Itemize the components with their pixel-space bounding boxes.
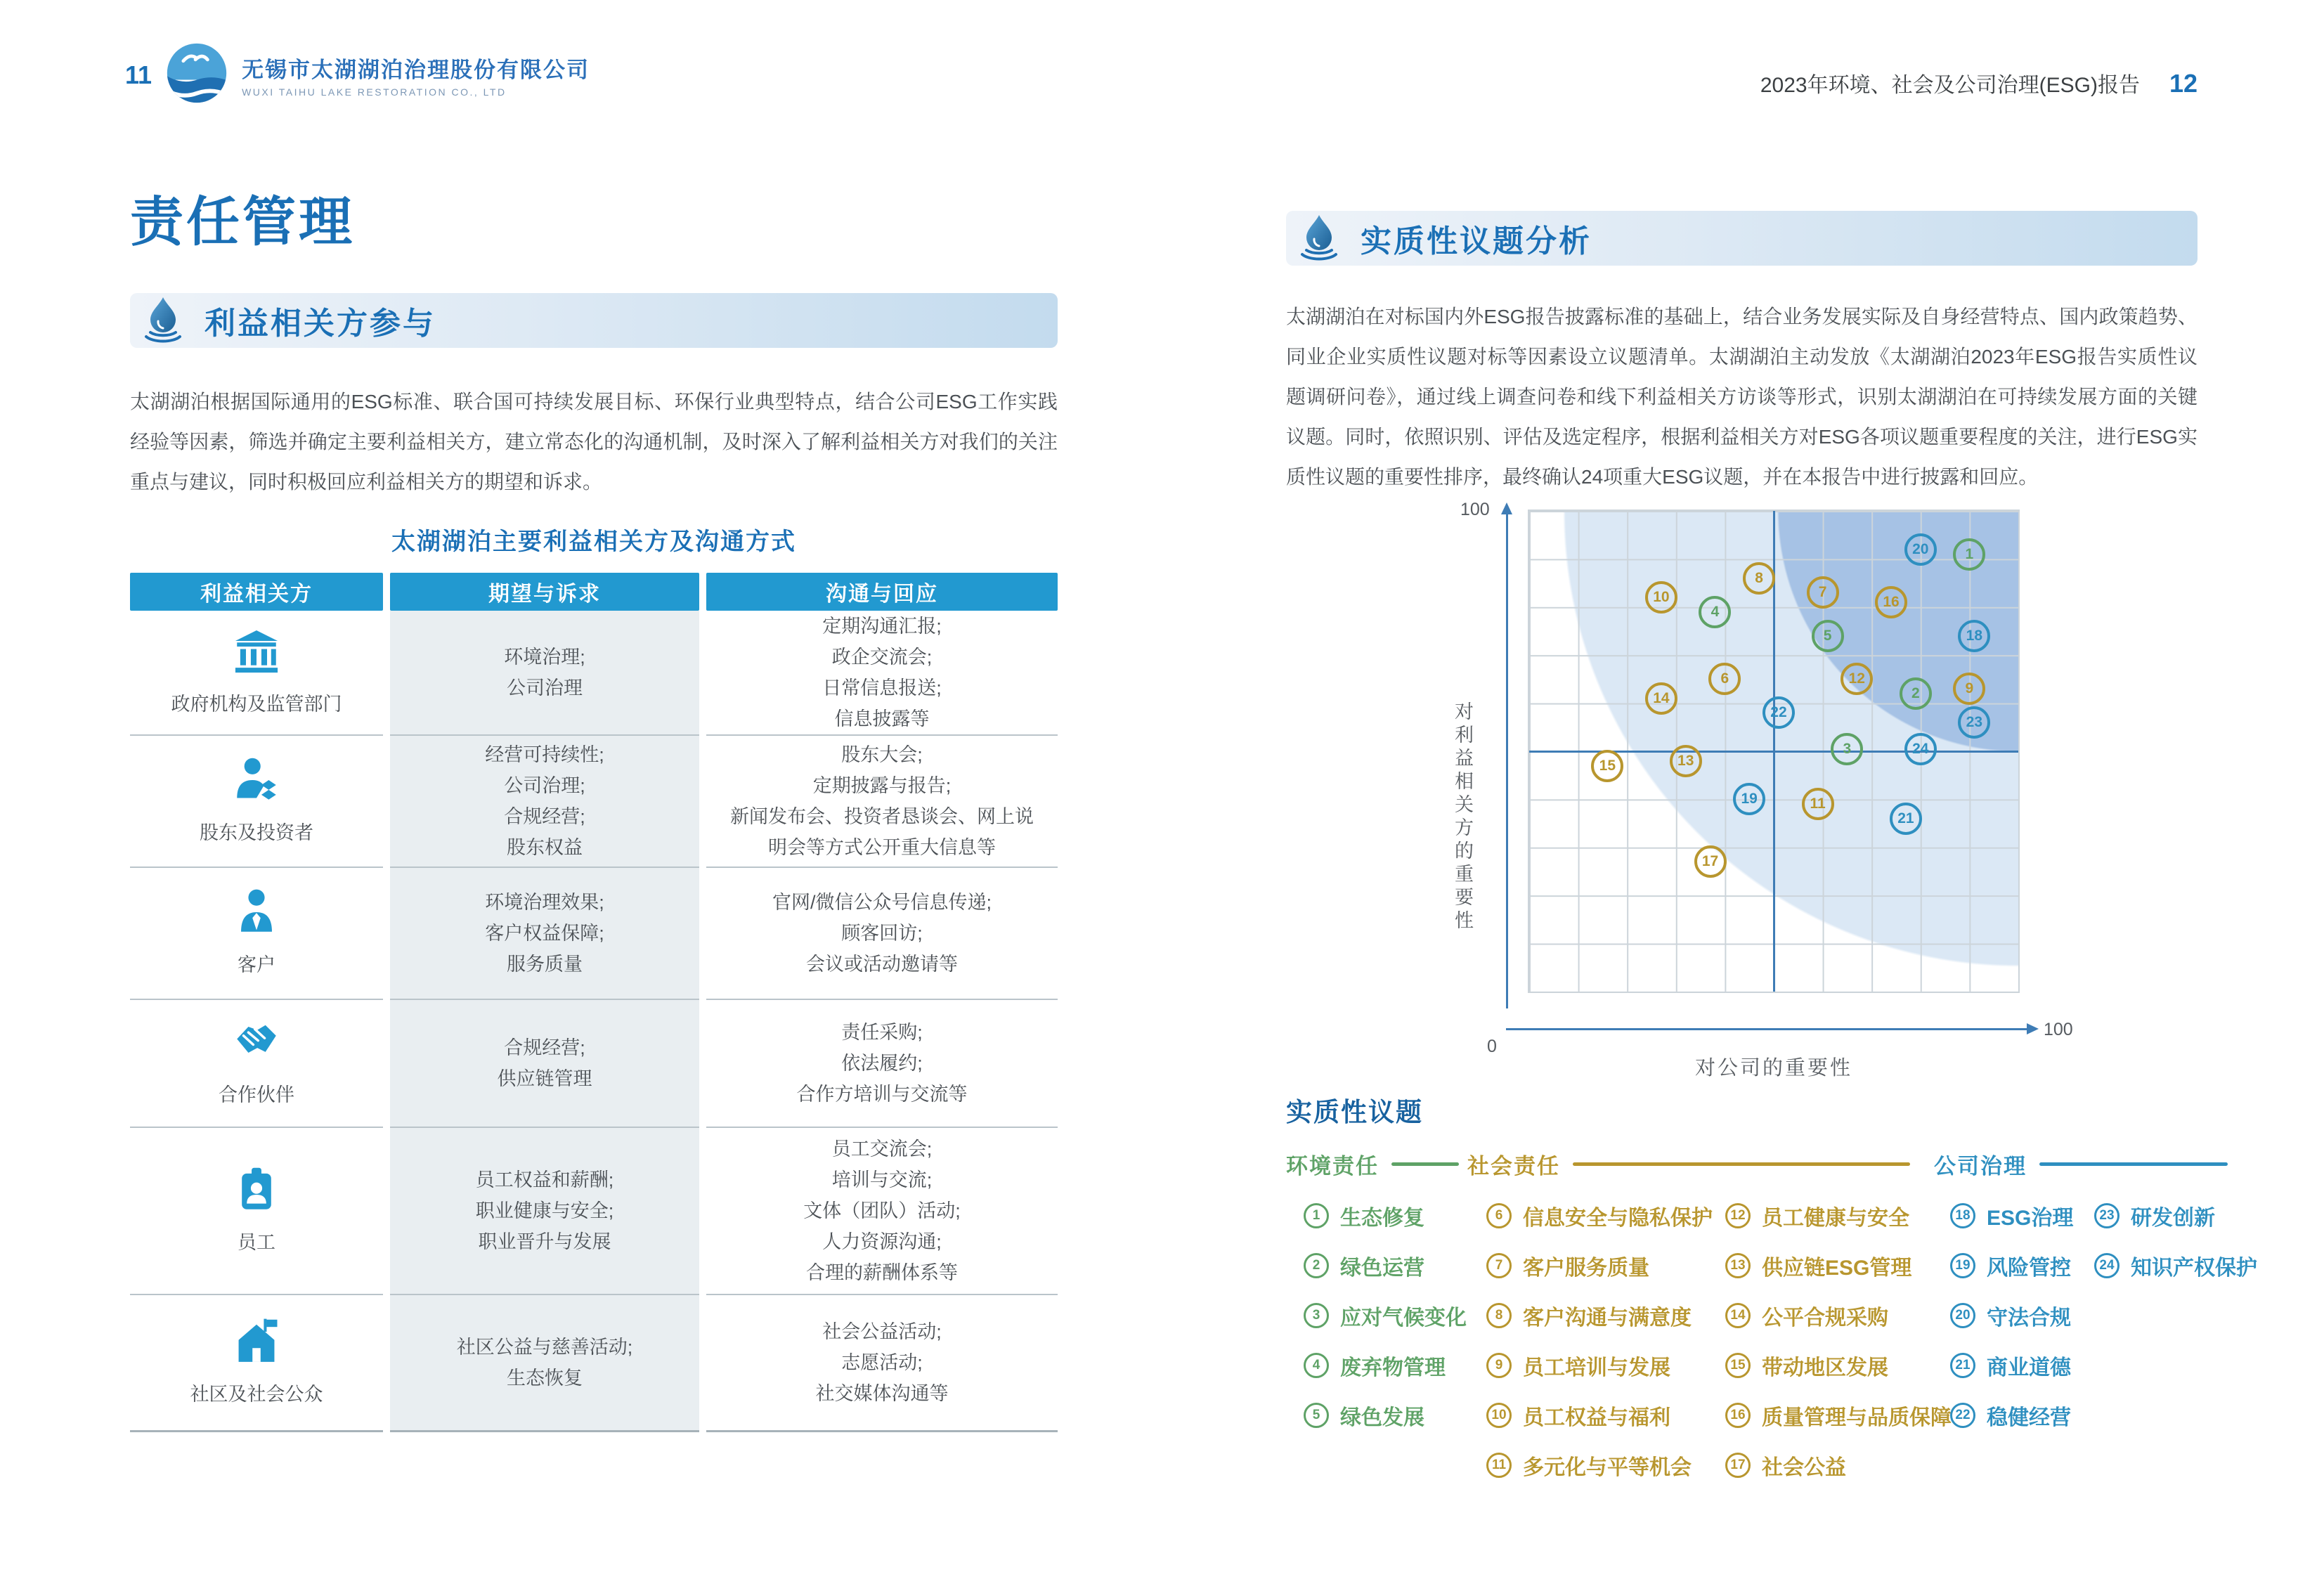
topic-item-10: [1486, 1403, 1713, 1428]
left-page: [130, 179, 1058, 1458]
header-left: [125, 41, 590, 109]
topic-item-19: [1950, 1253, 2073, 1278]
section-title-materiality: 实质性议题分析: [1361, 224, 1592, 259]
chart-point-9: 9: [1953, 673, 1985, 705]
topic-number: 4: [1304, 1353, 1329, 1378]
chart-point-3: 3: [1831, 733, 1863, 765]
topic-label: 多元化与平等机会: [1523, 1456, 1692, 1479]
chart-point-20: 20: [1904, 533, 1937, 566]
text-line: 环境治理效果;: [485, 892, 604, 913]
investor-icon: [231, 754, 283, 806]
stakeholder-table-body: [130, 611, 1058, 1432]
text-line: 公司治理: [507, 677, 583, 699]
category-governance: 公司治理: [1934, 1148, 2228, 1180]
text-line: 生态恢复: [507, 1368, 583, 1389]
text-line: 合规经营;: [504, 1037, 585, 1058]
material-topics-legend: [1286, 1091, 2257, 1540]
topic-label: 信息安全与隐私保护: [1523, 1207, 1713, 1230]
y-axis-max-label: 100: [1460, 500, 1490, 519]
topic-number: 19: [1950, 1253, 1975, 1278]
communication-cell: [706, 736, 1058, 868]
x-axis-title: 对公司的重要性: [1694, 1057, 1852, 1079]
topic-label: 商业道德: [1987, 1356, 2071, 1380]
text-line: 新闻发布会、投资者恳谈会、网上说: [730, 806, 1034, 827]
topic-label: 废弃物管理: [1340, 1356, 1446, 1380]
category-line-environment: [1391, 1162, 1459, 1166]
topic-number: 24: [2094, 1253, 2119, 1278]
stakeholder-name: 合作伙伴: [219, 1084, 294, 1105]
chart-point-24: 24: [1904, 733, 1937, 765]
topic-label: 供应链ESG管理: [1762, 1257, 1912, 1280]
stakeholder-name: 股东及投资者: [200, 822, 313, 843]
section-title-stakeholder: 利益相关方参与: [205, 306, 436, 341]
x-axis-min-label: 0: [1487, 1037, 1497, 1056]
topic-label: 应对气候变化: [1340, 1306, 1467, 1330]
topic-item-12: [1725, 1203, 1952, 1228]
page-number-left: 11: [125, 60, 152, 89]
topic-column: [1950, 1203, 2073, 1428]
stakeholder-cell: [130, 1000, 383, 1128]
chart-point-12: 12: [1841, 663, 1873, 695]
table-row: [130, 1295, 1058, 1432]
topic-label: 客户服务质量: [1523, 1257, 1649, 1280]
company-logo-icon: [164, 41, 229, 109]
communication-cell: [706, 1000, 1058, 1128]
topic-column: [1725, 1203, 1952, 1478]
chart-point-14: 14: [1645, 682, 1677, 715]
communication-cell: [706, 868, 1058, 1000]
chart-point-16: 16: [1875, 586, 1907, 618]
topic-item-3: [1304, 1303, 1467, 1328]
stakeholder-name: 政府机构及监管部门: [171, 694, 342, 715]
stakeholder-cell: [130, 1128, 383, 1295]
communication-cell: [706, 1295, 1058, 1432]
text-line: 合作方培训与交流等: [796, 1084, 968, 1105]
plot-area: [1528, 510, 2020, 993]
topic-label: 绿色运营: [1340, 1257, 1424, 1280]
topic-item-20: [1950, 1303, 2073, 1328]
topic-item-5: [1304, 1403, 1467, 1428]
chart-point-8: 8: [1743, 562, 1775, 595]
text-line: 会议或活动邀请等: [806, 954, 958, 975]
topic-label: 研发创新: [2131, 1207, 2215, 1230]
topic-number: 3: [1304, 1303, 1329, 1328]
topic-item-18: [1950, 1203, 2073, 1228]
x-axis-max-label: 100: [2044, 1020, 2073, 1039]
text-line: 环境治理;: [504, 647, 585, 668]
stakeholder-cell: [130, 868, 383, 1000]
topic-number: 11: [1486, 1453, 1512, 1478]
text-line: 定期沟通汇报;: [822, 616, 942, 637]
topic-label: 带动地区发展: [1762, 1356, 1888, 1380]
expectations-cell: [390, 736, 699, 868]
chart-point-22: 22: [1763, 696, 1795, 729]
topic-item-13: [1725, 1253, 1952, 1278]
col-header-expectations: 期望与诉求: [390, 573, 699, 611]
topic-label: ESG治理: [1987, 1207, 2074, 1230]
topic-number: 10: [1486, 1403, 1512, 1428]
section-header-materiality: [1286, 211, 2198, 266]
topic-number: 1: [1304, 1203, 1329, 1228]
expectations-cell: [390, 1000, 699, 1128]
stakeholder-table: [130, 573, 1058, 1432]
stakeholder-table-header: [130, 573, 1058, 611]
chart-point-17: 17: [1694, 845, 1727, 878]
y-axis-title: 对利益相关方的重要性: [1452, 701, 1473, 934]
text-line: 合理的薪酬体系等: [806, 1262, 958, 1283]
table-row: [130, 868, 1058, 1000]
text-line: 依法履约;: [841, 1053, 923, 1074]
text-line: 政企交流会;: [831, 647, 933, 668]
text-line: 服务质量: [507, 954, 583, 975]
text-line: 供应链管理: [497, 1068, 592, 1089]
chart-point-10: 10: [1645, 581, 1677, 614]
x-axis-line: [1506, 1028, 2033, 1030]
topic-number: 17: [1725, 1453, 1751, 1478]
topic-item-9: [1486, 1353, 1713, 1378]
topic-label: 员工培训与发展: [1523, 1356, 1670, 1380]
text-line: 公司治理;: [504, 775, 585, 796]
stakeholder-cell: [130, 611, 383, 736]
text-line: 培训与交流;: [831, 1169, 933, 1190]
topic-number: 21: [1950, 1353, 1975, 1378]
topic-column: [1304, 1203, 1467, 1428]
text-line: 经营可持续性;: [485, 744, 604, 765]
category-line-social: [1573, 1162, 1910, 1166]
topic-item-15: [1725, 1353, 1952, 1378]
water-drop-icon: [1296, 214, 1342, 263]
communication-cell: [706, 611, 1058, 736]
community-icon: [231, 1316, 283, 1368]
employee-badge-icon: [231, 1164, 283, 1216]
topic-label: 风险管控: [1987, 1257, 2071, 1280]
communication-cell: [706, 1128, 1058, 1295]
company-name-block: [242, 52, 590, 98]
text-line: 官网/微信公众号信息传递;: [772, 892, 992, 913]
topic-item-23: [2094, 1203, 2257, 1228]
text-line: 顾客回访;: [841, 923, 923, 944]
topic-item-4: [1304, 1353, 1467, 1378]
text-line: 责任采购;: [841, 1022, 923, 1043]
customer-icon: [231, 886, 283, 938]
stakeholder-name: 社区及社会公众: [190, 1384, 323, 1405]
chart-point-7: 7: [1807, 576, 1839, 609]
topic-label: 绿色发展: [1340, 1406, 1424, 1429]
company-name-en: WUXI TAIHU LAKE RESTORATION CO., LTD: [242, 86, 507, 98]
chart-point-4: 4: [1699, 596, 1731, 628]
text-line: 社区公益与慈善活动;: [456, 1337, 633, 1358]
topic-item-8: [1486, 1303, 1713, 1328]
text-line: 文体（团队）活动;: [803, 1200, 961, 1221]
topic-number: 13: [1725, 1253, 1751, 1278]
text-line: 人力资源沟通;: [822, 1231, 942, 1252]
stakeholder-name: 员工: [238, 1232, 275, 1253]
section-header-stakeholder: [130, 293, 1058, 348]
topic-item-21: [1950, 1353, 2073, 1378]
expectations-cell: [390, 1295, 699, 1432]
text-line: 员工权益和薪酬;: [475, 1169, 614, 1190]
stakeholder-cell: [130, 736, 383, 868]
topic-item-2: [1304, 1253, 1467, 1278]
text-line: 信息披露等: [834, 708, 930, 729]
chart-point-21: 21: [1890, 803, 1922, 835]
topic-item-11: [1486, 1453, 1713, 1478]
topic-label: 生态修复: [1340, 1207, 1424, 1230]
topic-label: 员工健康与安全: [1762, 1207, 1909, 1230]
topic-label: 客户沟通与满意度: [1523, 1306, 1692, 1330]
text-line: 明会等方式公开重大信息等: [768, 837, 996, 858]
topic-item-22: [1950, 1403, 2073, 1428]
topic-number: 6: [1486, 1203, 1512, 1228]
right-page: [1286, 211, 2257, 1546]
topic-label: 公平合规采购: [1762, 1306, 1888, 1330]
text-line: 客户权益保障;: [485, 923, 604, 944]
topic-number: 15: [1725, 1353, 1751, 1378]
topic-number: 20: [1950, 1303, 1975, 1328]
materiality-matrix-chart: [1286, 502, 2198, 1086]
topic-label: 稳健经营: [1987, 1406, 2071, 1429]
text-line: 定期披露与报告;: [812, 775, 952, 796]
chart-point-1: 1: [1953, 538, 1985, 571]
topic-label: 知识产权保护: [2131, 1257, 2257, 1280]
topic-item-16: [1725, 1403, 1952, 1428]
chart-point-11: 11: [1802, 788, 1834, 820]
topic-label: 社会公益: [1762, 1456, 1846, 1479]
topic-item-14: [1725, 1303, 1952, 1328]
topic-number: 9: [1486, 1353, 1512, 1378]
text-line: 社会公益活动;: [822, 1321, 942, 1342]
text-line: 日常信息报送;: [822, 677, 942, 699]
topic-label: 员工权益与福利: [1523, 1406, 1670, 1429]
topic-number: 16: [1725, 1403, 1751, 1428]
chart-point-6: 6: [1708, 663, 1741, 695]
topic-item-17: [1725, 1453, 1952, 1478]
topic-number: 23: [2094, 1203, 2119, 1228]
stakeholder-cell: [130, 1295, 383, 1432]
text-line: 社交媒体沟通等: [815, 1383, 949, 1404]
topic-number: 8: [1486, 1303, 1512, 1328]
topic-item-1: [1304, 1203, 1467, 1228]
topic-number: 22: [1950, 1403, 1975, 1428]
chart-point-15: 15: [1591, 750, 1623, 782]
handshake-icon: [231, 1016, 283, 1068]
expectations-cell: [390, 868, 699, 1000]
text-line: 员工交流会;: [831, 1138, 933, 1160]
col-header-communication: 沟通与回应: [706, 573, 1058, 611]
topic-number: 14: [1725, 1303, 1751, 1328]
topics-heading: 实质性议题: [1286, 1098, 1423, 1127]
page-number-right: 12: [2169, 69, 2198, 98]
topic-item-6: [1486, 1203, 1713, 1228]
topic-item-24: [2094, 1253, 2257, 1278]
text-line: 职业晋升与发展: [478, 1231, 611, 1252]
page-title: 责任管理: [130, 193, 355, 252]
topic-column: [2094, 1203, 2257, 1278]
company-name-cn: 无锡市太湖湖泊治理股份有限公司: [242, 58, 590, 82]
topic-column: [1486, 1203, 1713, 1478]
chart-point-19: 19: [1733, 783, 1765, 815]
topic-number: 5: [1304, 1403, 1329, 1428]
header-right: [1760, 67, 2198, 98]
stakeholder-intro-paragraph: 太湖湖泊根据国际通用的ESG标准、联合国可持续发展目标、环保行业典型特点，结合公司ESG工作实践经验等因素，筛选并确定主要利益相关方，建立常态化的沟通机制，及时深入了解利益相关方对我们的关注重点与建议，同时积极回应利益相关方的期望和诉求。: [130, 391, 1058, 493]
topic-number: 12: [1725, 1203, 1751, 1228]
topic-label: 质量管理与品质保障: [1762, 1406, 1952, 1429]
col-header-stakeholder: 利益相关方: [130, 573, 383, 611]
chart-point-18: 18: [1958, 620, 1990, 652]
report-title: 2023年环境、社会及公司治理(ESG)报告: [1760, 74, 2140, 97]
topic-item-7: [1486, 1253, 1713, 1278]
chart-point-2: 2: [1900, 677, 1932, 710]
stakeholder-table-title: 太湖湖泊主要利益相关方及沟通方式: [391, 528, 796, 555]
text-line: 职业健康与安全;: [475, 1200, 614, 1221]
chart-point-23: 23: [1958, 706, 1990, 739]
stakeholder-name: 客户: [238, 954, 275, 975]
government-icon: [231, 625, 283, 677]
table-row: [130, 1000, 1058, 1128]
materiality-intro-paragraph: 太湖湖泊在对标国内外ESG报告披露标准的基础上，结合业务发展实际及自身经营特点、国内政策趋势、同业企业实质性议题对标等因素设立议题清单。太湖湖泊主动发放《太湖湖泊2023年ESG报告实质性议题调研问卷》，通过线上调查问卷和线下利益相关方访谈等形式，识别太湖湖泊在可持续发展方面的关键议题。同时，依照识别、评估及选定程序，根据利益相关方对ESG各项议题重要程度的关注，进行ESG实质性议题的重要性排序，最终确认24项重大ESG议题，并在本报告中进行披露和回应。: [1286, 306, 2198, 488]
table-row: [130, 1128, 1058, 1295]
topic-number: 2: [1304, 1253, 1329, 1278]
chart-point-5: 5: [1812, 620, 1844, 652]
category-social: 社会责任: [1467, 1148, 1910, 1180]
y-axis-line: [1506, 508, 1508, 1008]
chart-point-13: 13: [1670, 745, 1702, 777]
expectations-cell: [390, 611, 699, 736]
topic-number: 7: [1486, 1253, 1512, 1278]
topic-number: 18: [1950, 1203, 1975, 1228]
text-line: 股东权益: [507, 837, 583, 858]
topic-label: 守法合规: [1987, 1306, 2071, 1330]
text-line: 合规经营;: [504, 806, 585, 827]
water-drop-icon: [140, 296, 186, 345]
category-environment: 环境责任: [1286, 1148, 1459, 1180]
table-row: [130, 611, 1058, 736]
category-line-governance: [2039, 1162, 2228, 1166]
text-line: 股东大会;: [841, 744, 923, 765]
text-line: 志愿活动;: [841, 1352, 923, 1373]
table-row: [130, 736, 1058, 868]
expectations-cell: [390, 1128, 699, 1295]
